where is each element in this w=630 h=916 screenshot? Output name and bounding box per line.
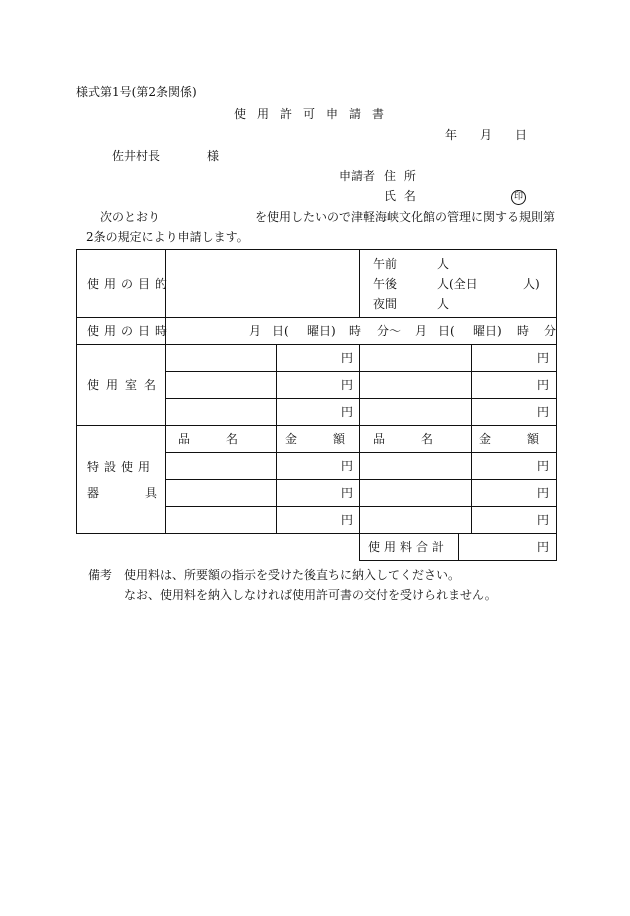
datetime-unit: 曜日) <box>307 324 336 338</box>
name-label: 氏 名 <box>384 189 418 203</box>
intro-part2: を使用したいので津軽海峡文化館の管理に関する規則第 <box>255 210 556 224</box>
table-rule <box>76 249 77 534</box>
datetime-unit: 曜日) <box>473 324 502 338</box>
notes-line2: なお、使用料を納入しなければ使用許可書の交付を受けられません。 <box>124 588 497 602</box>
table-rule <box>76 317 557 318</box>
yen-unit: 円 <box>537 405 550 419</box>
datetime-unit: 時 <box>349 324 362 338</box>
morning-label: 午前 <box>373 257 398 271</box>
table-rule <box>76 533 557 534</box>
yen-unit: 円 <box>537 540 550 554</box>
yen-unit: 円 <box>341 378 354 392</box>
table-rule <box>359 344 360 561</box>
seal-icon: 印 <box>511 190 526 205</box>
afternoon-label: 午後 <box>373 277 398 291</box>
all-day-close: 人) <box>523 277 540 291</box>
yen-unit: 円 <box>537 486 550 500</box>
table-rule <box>458 533 459 561</box>
yen-unit: 円 <box>537 378 550 392</box>
datetime-unit: 分 <box>544 324 557 338</box>
date-month-label: 月 <box>480 128 493 142</box>
form-number: 様式第1号(第2条関係) <box>76 85 197 99</box>
datetime-unit: 月 <box>415 324 428 338</box>
intro-line2: 2条の規定により申請します。 <box>86 230 249 244</box>
datetime-label: 使用の日時 <box>87 324 173 338</box>
table-rule <box>165 479 557 480</box>
equipment-label-line1: 特設使用 <box>87 460 156 474</box>
purpose-label: 使用の目的 <box>87 277 173 291</box>
morning-person-unit: 人 <box>437 257 450 271</box>
night-person-unit: 人 <box>437 297 450 311</box>
item-header: 品 名 <box>178 432 239 446</box>
amount-header: 金 額 <box>285 432 346 446</box>
table-rule <box>76 425 557 426</box>
room-label: 使用室名 <box>87 378 164 392</box>
table-rule <box>165 371 557 372</box>
table-rule <box>165 452 557 453</box>
datetime-unit: 日( <box>272 324 289 338</box>
intro-part1: 次のとおり <box>100 210 161 224</box>
yen-unit: 円 <box>341 459 354 473</box>
form-title: 使用許可申請書 <box>234 107 396 121</box>
date-day-label: 日 <box>515 128 528 142</box>
table-rule <box>76 344 557 345</box>
honorific: 様 <box>207 149 220 163</box>
yen-unit: 円 <box>341 405 354 419</box>
notes-line1: 使用料は、所要額の指示を受けた後直ちに納入してください。 <box>124 568 461 582</box>
table-rule <box>276 344 277 534</box>
table-rule <box>76 249 557 250</box>
yen-unit: 円 <box>537 459 550 473</box>
yen-unit: 円 <box>341 486 354 500</box>
datetime-unit: 月 <box>249 324 262 338</box>
date-year-label: 年 <box>445 128 458 142</box>
item-header: 品 名 <box>373 432 434 446</box>
address-label: 住 所 <box>384 169 418 183</box>
amount-header: 金 額 <box>479 432 540 446</box>
table-rule <box>556 249 557 561</box>
yen-unit: 円 <box>341 513 354 527</box>
night-label: 夜間 <box>373 297 398 311</box>
table-rule <box>165 506 557 507</box>
datetime-unit: 分〜 <box>377 324 402 338</box>
table-rule <box>471 344 472 534</box>
yen-unit: 円 <box>341 351 354 365</box>
afternoon-all-day: 人(全日 <box>437 277 478 291</box>
notes-label: 備考 <box>88 568 113 582</box>
equipment-label-line2: 器具 <box>87 486 204 500</box>
seal-mark <box>511 187 526 205</box>
datetime-unit: 日( <box>438 324 455 338</box>
yen-unit: 円 <box>537 351 550 365</box>
yen-unit: 円 <box>537 513 550 527</box>
table-rule <box>359 249 360 317</box>
applicant-label: 申請者 <box>339 169 376 183</box>
total-label: 使用料合計 <box>368 540 449 554</box>
table-rule <box>165 398 557 399</box>
addressee: 佐井村長 <box>112 149 161 163</box>
datetime-unit: 時 <box>517 324 530 338</box>
